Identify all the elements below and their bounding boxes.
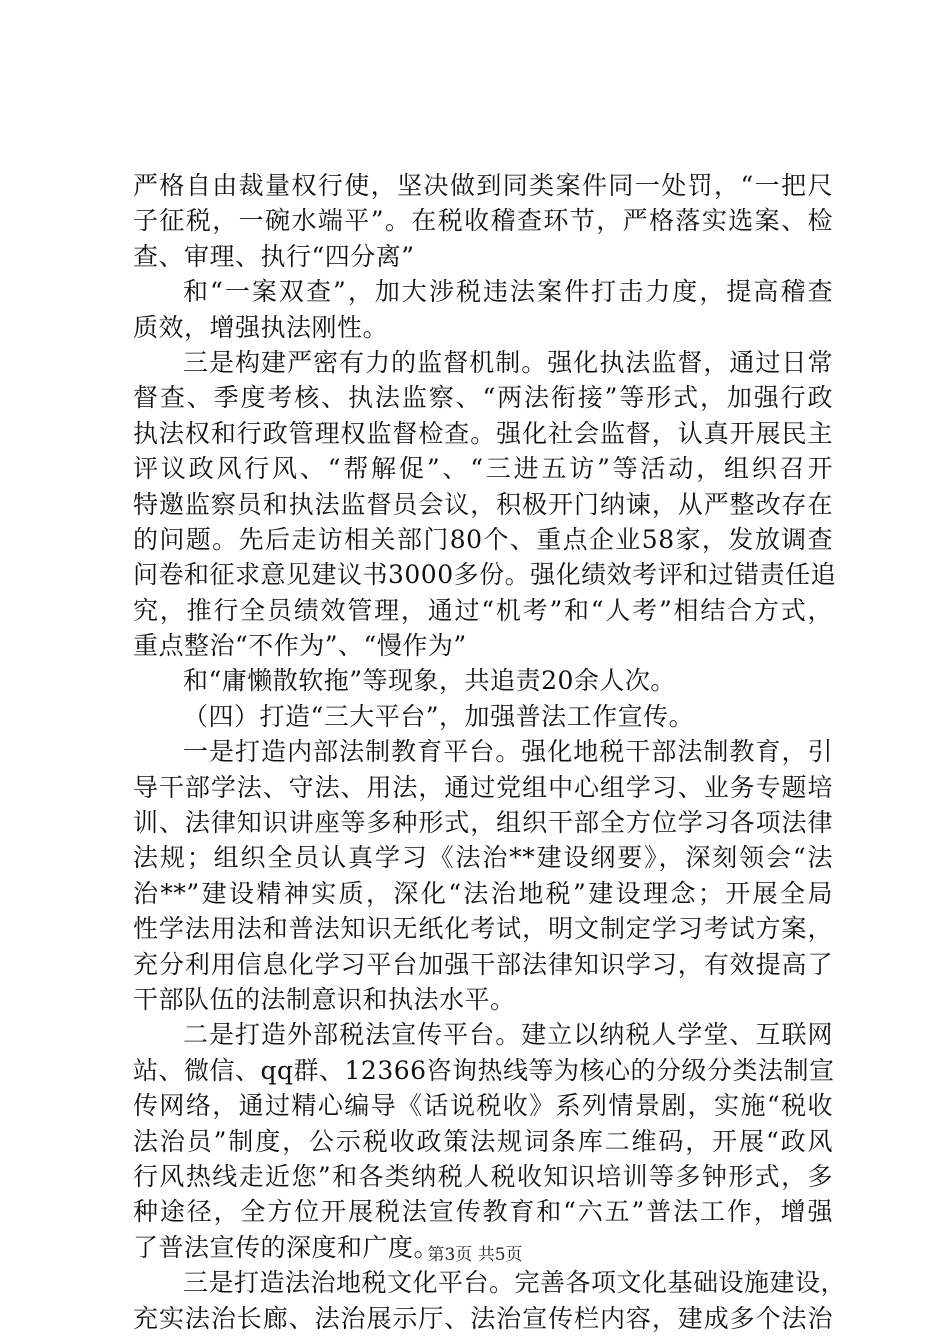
text-line: 督查、季度考核、执法监察、“两法衔接”等形式，加强行政 [133,383,833,413]
text-line: 一是打造内部法制教育平台。强化地税干部法制教育，引 [183,737,833,767]
text-line: （四）打造“三大平台”，加强普法工作宣传。 [183,701,695,731]
text-line: 传网络，通过精心编导《话说税收》系列情景剧，实施“税收 [133,1091,833,1121]
text-line: 和“庸懒散软拖”等现象，共追责20余人次。 [183,666,676,696]
text-line: 三是打造法治地税文化平台。完善各项文化基础设施建设， [183,1268,847,1298]
text-line: 种途径，全方位开展税法宣传教育和“六五”普法工作，增强 [133,1197,833,1227]
document-body [133,168,847,1336]
text-line: 特邀监察员和执法监督员会议，积极开门纳谏，从严整改存在 [133,489,833,519]
text-line: 问卷和征求意见建议书3000多份。强化绩效考评和过错责任追 [133,560,837,590]
text-line: 查、审理、执行“四分离” [133,241,415,271]
text-line: 和“一案双查”，加大涉税违法案件打击力度，提高稽查 [183,277,833,307]
text-line: 究，推行全员绩效管理，通过“机考”和“人考”相结合方式， [133,595,833,625]
text-line: 评议政风行风、“帮解促”、“三进五访”等活动，组织召开 [133,454,833,484]
text-line: 法规；组织全员认真学习《法治**建设纲要》，深刻领会“法 [133,843,833,873]
text-line: 执法权和行政管理权监督检查。强化社会监督，认真开展民主 [133,418,833,448]
text-line: 子征税，一碗水端平”。在税收稽查环节，严格落实选案、检 [133,206,833,236]
text-line: 了普法宣传的深度和广度。 [133,1232,440,1262]
text-line: 导干部学法、守法、用法，通过党组中心组学习、业务专题培 [133,772,833,802]
text-line: 的问题。先后走访相关部门80个、重点企业58家，发放调查 [133,524,833,554]
text-line: 干部队伍的法制意识和执法水平。 [133,984,516,1014]
text-line: 质效，增强执法刚性。 [133,312,389,342]
text-line: 站、微信、qq群、12366咨询热线等为核心的分级分类法制宣 [133,1055,835,1085]
text-line: 重点整治“不作为”、“慢作为” [133,631,467,661]
text-line: 充分利用信息化学习平台加强干部法律知识学习，有效提高了 [133,949,833,979]
text-line: 治**”建设精神实质，深化“法治地税”建设理念；开展全局 [133,878,833,908]
text-line: 性学法用法和普法知识无纸化考试，明文制定学习考试方案， [133,914,833,944]
text-line: 行风热线走近您”和各类纳税人税收知识培训等多钟形式，多 [133,1161,833,1191]
page-footer: 第3页 共5页 [427,1245,523,1265]
text-line: 法治员”制度，公示税收政策法规词条库二维码，开展“政风 [133,1126,833,1156]
text-line: 充实法治长廊、法治展示厅、法治宣传栏内容，建成多个法治 [133,1303,833,1333]
text-line: 训、法律知识讲座等多种形式，组织干部全方位学习各项法律 [133,808,833,838]
text-line: 三是构建严密有力的监督机制。强化执法监督，通过日常 [183,347,833,377]
text-line: 严格自由裁量权行使，坚决做到同类案件同一处罚，“一把尺 [133,171,833,200]
text-line: 二是打造外部税法宣传平台。建立以纳税人学堂、互联网 [183,1020,833,1050]
